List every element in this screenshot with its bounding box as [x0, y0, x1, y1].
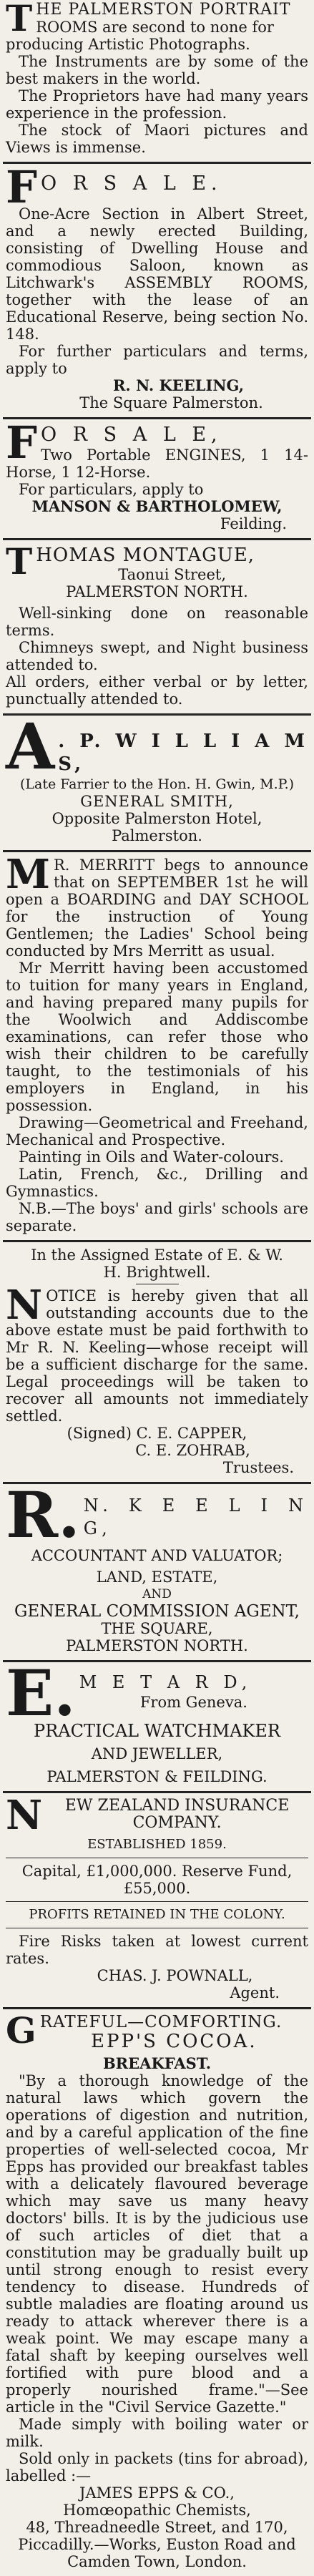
merritt-school-ad: [3, 852, 311, 1240]
drop-cap: R.: [6, 1478, 80, 1552]
ad-text: For further particulars and terms, apply to: [6, 343, 308, 377]
ad-text: PALMERSTON & FEILDING.: [46, 1768, 268, 1785]
ad-text: THE SQUARE,: [101, 1620, 213, 1637]
ad-line: ROOMS are second to none for: [36, 19, 274, 36]
ad-heading: N. K E E L I N G,: [83, 1496, 308, 1538]
ad-headline: HE PALMERSTON PORTRAIT: [36, 1, 291, 19]
ad-text: Fire Risks taken at lowest current rates.: [6, 1933, 308, 1967]
ad-body: Chimneys swept, and Night business attended to.: [6, 639, 308, 673]
divider: [6, 1901, 308, 1902]
ad-body: Painting in Oils and Water-colours.: [19, 1148, 284, 1166]
address: 48, Threadneedle Street, and 170, Piccadilly.—Works, Euston Road and: [18, 2519, 296, 2553]
ad-heading: RATEFUL—COMFORTING.: [39, 2013, 283, 2031]
keeling-agent-ad: [3, 1478, 311, 1660]
montague-ad: [3, 540, 311, 713]
drop-cap: F: [6, 416, 38, 469]
advertiser-address: The Square Palmerston.: [79, 394, 263, 411]
photograph-rooms-ad: [3, 0, 311, 162]
ad-body: Drawing—Geometrical and Freehand, Mechanical and Prospective.: [6, 1114, 308, 1148]
advertiser-name: MANSON & BARTHOLOMEW,: [31, 497, 283, 515]
ad-body: Mr Merritt having been accustomed to tuition for many years in England, and having prepared many pupils for the Woolwich and Addiscombe examinations, can refer those who wish their children to be carefully taught, to the testimonials of his employers in England, in his possession.: [6, 960, 308, 1114]
ad-heading: O R S A L E.: [41, 172, 222, 195]
drop-cap: E.: [6, 1656, 76, 1730]
williams-ad: [3, 709, 311, 850]
ad-text: Opposite Palmerston Hotel,: [51, 810, 263, 827]
advertiser-name: GENERAL SMITH,: [80, 793, 234, 810]
ad-body: One-Acre Section in Albert Street, and a newly erected Building, consisting of Dwelling House and commodious Saloon, known as Litchwark's ASSEMBLY ROOMS, together with the lease of an Educational Reserve, being section No. 148.: [6, 205, 308, 343]
drop-cap: N: [6, 1282, 43, 1329]
ad-text: AND JEWELLER,: [91, 1745, 223, 1762]
town: Palmerston.: [112, 827, 202, 844]
drop-cap: T: [6, 0, 33, 39]
drop-cap: A: [6, 709, 55, 784]
town: PALMERSTON NORTH.: [66, 583, 248, 600]
ad-text: ACCOUNTANT AND VALUATOR;: [31, 1547, 283, 1564]
metard-watchmaker-ad: [3, 1656, 311, 1791]
ad-text: Sold only in packets (tins for abroad), labelled :—: [6, 2450, 308, 2484]
advertiser-name: CHAS. J. POWNALL,: [97, 1967, 253, 1984]
ad-line: producing Artistic Photographs.: [6, 36, 250, 53]
ad-line: The Proprietors have had many years experience in the profession.: [6, 87, 308, 122]
advertiser-name: R. N. KEELING,: [112, 376, 245, 394]
ad-heading: EW ZEALAND INSURANCE COMPANY.: [64, 1797, 290, 1832]
ad-heading: . P. W I L L I A M S,: [58, 731, 308, 775]
ad-text: Capital, £1,000,000. Reserve Fund, £55,000.: [21, 1863, 293, 1897]
drop-cap: T: [6, 540, 33, 582]
role: Agent.: [230, 1984, 280, 2001]
ad-line: The Instruments are by some of the best makers in the world.: [6, 53, 308, 87]
ad-body: R. MERRITT begs to announce that on SEPTEMBER 1st he will open a BOARDING and DAY SCHOOL for the instruction of Young Gentlemen; the Ladies' School being conducted by Mrs Merritt as usual.: [6, 857, 308, 960]
ad-text: LAND, ESTATE,: [96, 1568, 218, 1586]
ad-heading: HOMAS MONTAGUE,: [36, 545, 255, 566]
ad-line: The stock of Maori pictures and Views is immense.: [6, 122, 308, 156]
ad-text: Made simply with boiling water or milk.: [6, 2416, 308, 2450]
brightwell-estate-notice: [3, 1242, 311, 1482]
ad-heading: In the Assigned Estate of E. & W. H. Brightwell.: [31, 1246, 283, 1281]
advertiser-address: Feilding.: [220, 515, 287, 532]
ad-heading: M E T A R D,: [79, 1672, 252, 1692]
ad-heading: O R S A L E,: [41, 424, 222, 446]
for-sale-engines-ad: [3, 416, 311, 538]
ad-body: OTICE is hereby given that all outstanding accounts due to the above estate must be paid forthwith to Mr R. N. Keeling—whose receipt will be a sufficient discharge for the same. Legal proceedings will be taken to recover all amounts not immediately settled.: [6, 1287, 308, 1425]
signature: C. E. ZOHRAB,: [135, 1442, 250, 1459]
ad-body: N.B.—The boys' and girls' schools are separate.: [6, 1200, 308, 1234]
ad-text: PROFITS RETAINED IN THE COLONY.: [29, 1907, 285, 1922]
drop-cap: M: [6, 851, 50, 898]
ad-body: Two Portable ENGINES, 1 14-Horse, 1 12-Horse.: [6, 447, 308, 481]
drop-cap: F: [6, 161, 38, 213]
ad-body: Well-sinking done on reasonable terms.: [6, 605, 308, 639]
address: Camden Town, London.: [67, 2553, 247, 2570]
ad-text: For particulars, apply to: [19, 481, 204, 498]
drop-cap: N: [6, 1792, 43, 1839]
ad-body: "By a thorough knowledge of the natural laws which govern the operations of digestion and nutrition, and by a careful application of the fine properties of well-selected cocoa, Mr Epps has provided our breakfast tables with a delicately flavoured beverage which may save us many heavy doctors' bills. It is by the judicious use of such articles of diet that a constitution may be gradually built up until strong enough to resist every tendency to disease. Hundreds of subtle maladies are floating around us ready to attack wherever there is a weak point. We may escape many a fatal shaft by keeping ourselves well fortified with pure blood and a properly nourished frame."—See article in the "Civil Service Gazette.": [6, 2072, 308, 2416]
ad-body: Latin, French, &c., Drilling and Gymnastics.: [6, 1166, 308, 1200]
for-sale-section-ad: [3, 161, 311, 417]
advertisement-column: [3, 0, 311, 2576]
role: Trustees.: [222, 1459, 294, 1476]
epps-cocoa-ad: [3, 2009, 311, 2576]
ad-text: ESTABLISHED 1859.: [87, 1837, 227, 1852]
ad-text: GENERAL COMMISSION AGENT,: [14, 1602, 300, 1621]
product-name: EPP'S COCOA.: [91, 2031, 257, 2052]
drop-cap: G: [6, 2009, 36, 2051]
ad-text: From Geneva.: [139, 1694, 247, 1711]
ad-text: PALMERSTON NORTH.: [66, 1637, 248, 1654]
ad-text: AND: [142, 1587, 172, 1601]
street: Taonui Street,: [118, 566, 227, 583]
ad-body: All orders, either verbal or by letter, punctually attended to.: [6, 673, 308, 708]
insurance-ad: [3, 1793, 311, 2007]
ad-subheading: (Late Farrier to the Hon. H. Gwin, M.P.): [19, 776, 295, 792]
ad-text: PRACTICAL WATCHMAKER: [34, 1721, 280, 1741]
signature: (Signed) C. E. CAPPER,: [67, 1425, 247, 1442]
role: Homœopathic Chemists,: [63, 2502, 251, 2519]
advertiser-name: JAMES EPPS & CO.,: [79, 2484, 235, 2502]
ad-subheading: BREAKFAST.: [102, 2054, 212, 2072]
